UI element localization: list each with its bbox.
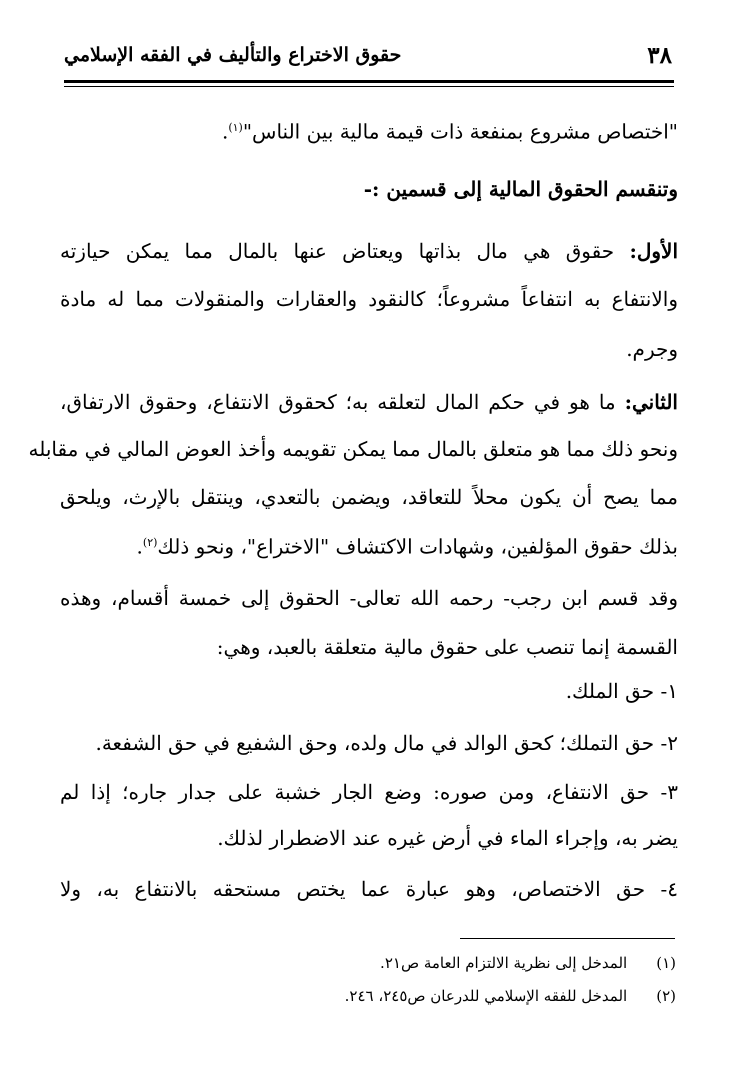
list-item-4: ٤- حق الاختصاص، وهو عبارة عما يختص مستحقه بالانتفاع به، ولا	[60, 877, 678, 901]
page-number: ٣٨	[647, 42, 672, 69]
page-header	[64, 38, 672, 78]
footnote-separator	[460, 938, 675, 939]
footnote-ref-1: (١)	[228, 121, 243, 134]
footnote-1-text: المدخل إلى نظرية الالتزام العامة ص٢١.	[380, 954, 628, 972]
second-type-line-2: ونحو ذلك مما هو متعلق بالمال مما يمكن تقويمه وأخذ العوض المالي في مقابله	[28, 437, 678, 461]
definition-quote: "اختصاص مشروع بمنفعة ذات قيمة مالية بين الناس"$^{(١)}$.	[221, 119, 678, 144]
quote-text: "اختصاص مشروع بمنفعة ذات قيمة مالية بين الناس"	[242, 119, 678, 144]
list-item-3-line-1: ٣- حق الانتفاع، ومن صوره: وضع الجار خشبة على جدار جاره؛ إذا لم	[60, 780, 678, 804]
second-type-line-1	[60, 387, 678, 417]
footnote-1-number: (١)	[656, 954, 676, 972]
first-type-line-3: وجرم.	[626, 337, 678, 361]
list-item-1: ١- حق الملك.	[565, 679, 678, 703]
list-item-3-line-2: يضر به، وإجراء الماء في أرض غيره عند الاضطرار لذلك.	[217, 826, 678, 850]
label-first: الأول:	[629, 239, 679, 263]
footnote-ref-2: (٢)	[142, 536, 158, 549]
second-type-line-3: مما يصح أن يكون محلاً للتعاقد، ويضمن بالتعدي، وينتقل بالإرث، ويلحق	[60, 485, 678, 509]
footnote-2	[345, 987, 676, 1005]
header-rule-thin	[64, 86, 674, 87]
first-type-text: حقوق هي مال بذاتها ويعتاض عنها بالمال مما يمكن حيازته	[60, 239, 615, 263]
footnote-1	[380, 954, 676, 972]
footnote-2-number: (٢)	[656, 987, 676, 1005]
running-title: حقوق الاختراع والتأليف في الفقه الإسلامي	[64, 44, 402, 66]
second-type-end-text: بذلك حقوق المؤلفين، وشهادات الاكتشاف "الاختراع"، ونحو ذلك	[157, 534, 678, 559]
second-type-line-4: بذلك حقوق المؤلفين، وشهادات الاكتشاف "الاختراع"، ونحو ذلك$^{(٢)}$.	[136, 534, 678, 559]
header-rule-thick	[64, 80, 674, 83]
first-type-line-1	[60, 236, 678, 266]
division-heading: وتنقسم الحقوق المالية إلى قسمين :-	[363, 177, 678, 201]
label-second: الثاني:	[624, 390, 678, 414]
list-item-2: ٢- حق التملك؛ كحق الوالد في مال ولده، وحق الشفيع في حق الشفعة.	[95, 731, 678, 755]
ibn-rajab-line-2: القسمة إنما تنصب على حقوق مالية متعلقة بالعبد، وهي:	[216, 635, 678, 659]
second-type-text: ما هو في حكم المال لتعلقه به؛ كحقوق الانتفاع، وحقوق الارتفاق،	[60, 390, 616, 414]
ibn-rajab-line-1: وقد قسم ابن رجب- رحمه الله تعالى- الحقوق إلى خمسة أقسام، وهذه	[60, 586, 678, 610]
footnote-2-text: المدخل للفقه الإسلامي للدرعان ص٢٤٥، ٢٤٦.	[344, 987, 628, 1005]
first-type-line-2: والانتفاع به انتفاعاً مشروعاً؛ كالنقود والعقارات والمنقولات مما له مادة	[60, 287, 678, 311]
